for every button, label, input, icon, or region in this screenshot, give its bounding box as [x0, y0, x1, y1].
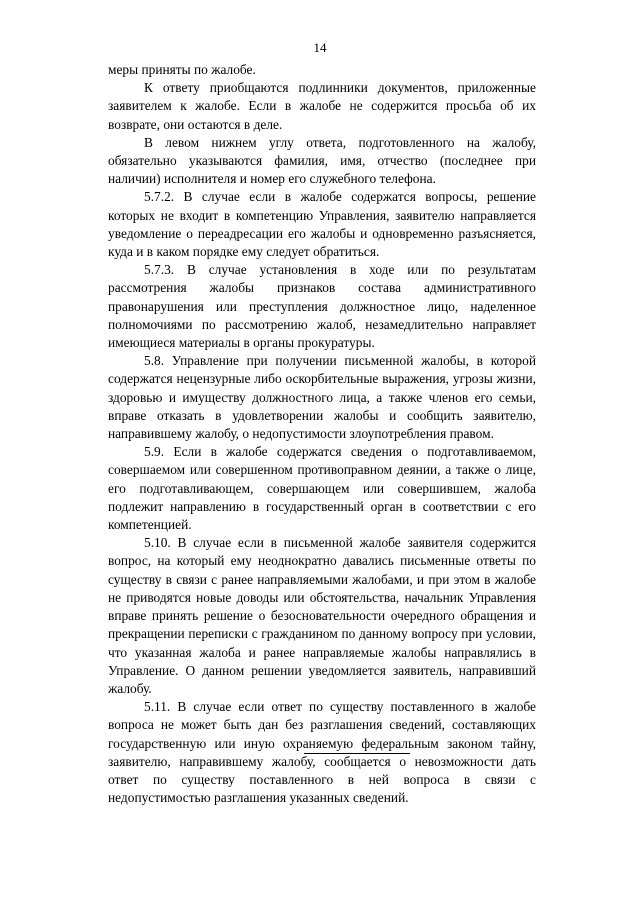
- paragraph-5-11: 5.11. В случае если ответ по существу поставленного в жалобе вопроса не может быть дан без разглашения сведений, составляющих государственную или иную охраняемую федеральным законом тайну, заявителю, направившему жалобу, сообщается о невозможности дать ответ по существу поставленного в ней вопроса в связи с недопустимостью разглашения указанных сведений.: [108, 699, 536, 806]
- paragraph-5-10: 5.10. В случае если в письменной жалобе заявителя содержится вопрос, на который ему неоднократно давались письменные ответы по существу в связи с ранее направляемыми жалобами, и при этом в жалобе не приводятся новые доводы или обстоятельства, начальник Управления вправе принять решение о безосновательности очередного обращения и прекращении переписки с гражданином по данному вопросу при условии, что указанная жалоба и ранее направляемые жалобы направлялись в Управление. О данном решении уведомляется заявитель, направивший жалобу.: [108, 535, 536, 696]
- end-divider-line: [304, 753, 410, 754]
- paragraph-5-7-2: 5.7.2. В случае если в жалобе содержатся вопросы, решение которых не входит в компетенцию Управления, заявителю направляется уведомление о переадресации его жалобы и одновременно разъясняется, куда и в каком порядке ему следует обратиться.: [108, 189, 536, 260]
- paragraph-5-7-3: 5.7.3. В случае установления в ходе или по результатам рассмотрения жалобы признаков состава административного правонарушения или преступления должностное лицо, наделенное полномочиями по рассмотрению жалоб, незамедлительно направляет имеющиеся материалы в органы прокуратуры.: [108, 262, 536, 351]
- paragraph-continuation: меры приняты по жалобе.: [108, 62, 256, 77]
- paragraph-executor-info: В левом нижнем углу ответа, подготовленного на жалобу, обязательно указываются фамилия, имя, отчество (последнее при наличии) исполнителя и номер его служебного телефона.: [108, 134, 536, 187]
- page-number: 14: [313, 40, 327, 55]
- document-body: [108, 61, 536, 807]
- paragraph-5-8: 5.8. Управление при получении письменной жалобы, в которой содержатся нецензурные либо оскорбительные выражения, угрозы жизни, здоровью и имуществу должностного лица, а также членов его семьи, вправе отказать в удовлетворении жалобы и сообщить заявителю, направившему жалобу, о недопустимости злоупотребления правом.: [108, 353, 536, 442]
- paragraph-attachments: К ответу приобщаются подлинники документов, приложенные заявителем к жалобе. Если в жалобе не содержится просьба об их возврате, они остаются в деле.: [108, 80, 536, 132]
- paragraph-5-9: 5.9. Если в жалобе содержатся сведения о подготавливаемом, совершаемом или совершенном противоправном деянии, а также о лице, его подготавливающем, совершающем или совершившем, жалоба подлежит направлению в государственный орган в соответствии с его компетенцией.: [108, 444, 536, 533]
